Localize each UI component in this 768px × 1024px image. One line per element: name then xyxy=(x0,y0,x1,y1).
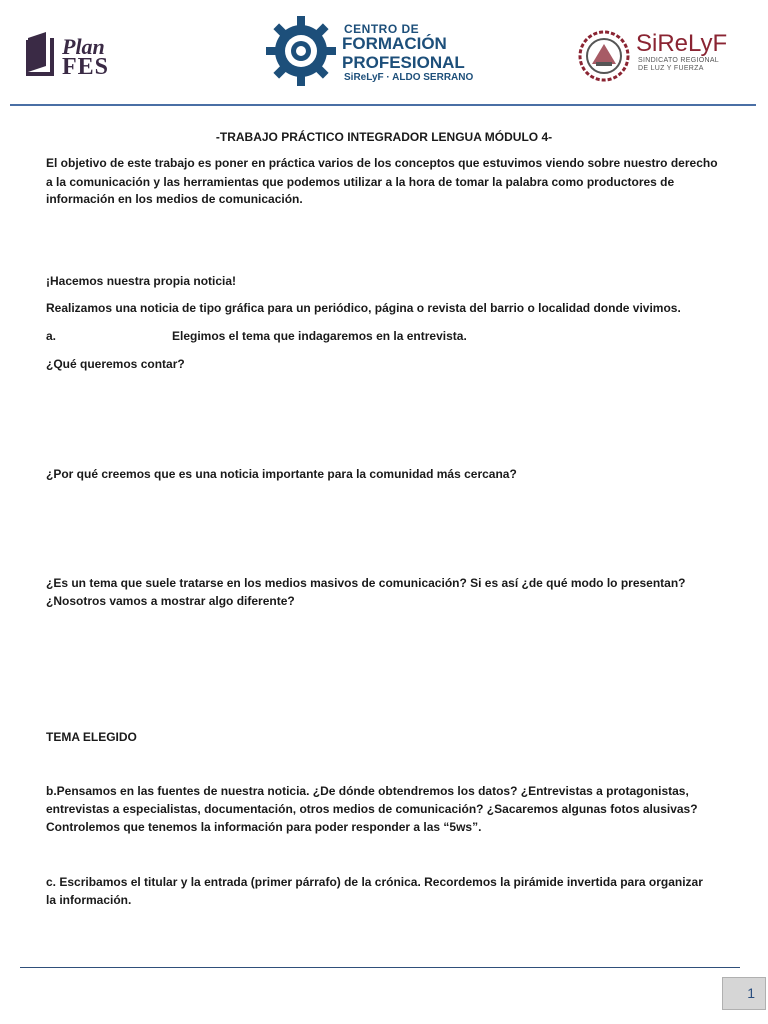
item-c-line-1: c. Escribamos el titular y la entrada (primer párrafo) de la crónica. Recordemos la pirámide invertida para organizar xyxy=(46,875,703,889)
plan-word: Plan xyxy=(62,34,105,59)
page-number-box xyxy=(722,977,766,1010)
union-seal-icon xyxy=(578,30,630,82)
sirelyf-name: SiReLyF xyxy=(636,30,728,57)
cfp-line-3: PROFESIONAL xyxy=(342,53,465,72)
question-3-line-2: ¿Nosotros vamos a mostrar algo diferente? xyxy=(46,594,295,608)
item-a-text: Elegimos el tema que indagaremos en la entrevista. xyxy=(172,329,467,343)
gear-icon xyxy=(264,14,338,88)
footer-divider xyxy=(20,967,740,968)
intro-line-1: El objetivo de este trabajo es poner en práctica varios de los conceptos que estuvimos viendo sobre nuestro derecho xyxy=(46,156,718,170)
question-1: ¿Qué queremos contar? xyxy=(46,357,185,371)
question-3-line-1: ¿Es un tema que suele tratarse en los medios masivos de comunicación? Si es así ¿de qué modo lo presentan? xyxy=(46,576,686,590)
intro-line-3: información en los medios de comunicación. xyxy=(46,192,303,206)
instruction-text: Realizamos una noticia de tipo gráfica para un periódico, página o revista del barrio o localidad donde vivimos. xyxy=(46,301,681,315)
cfp-line-2: FORMACIÓN xyxy=(342,34,447,53)
sirelyf-logo xyxy=(578,30,748,82)
fes-word: FES xyxy=(62,54,110,80)
intro-line-2: a la comunicación y las herramientas que podemos utilizar a la hora de tomar la palabra como productores de xyxy=(46,175,675,189)
cfp-line-1: CENTRO DE xyxy=(344,22,420,36)
header-divider xyxy=(10,104,756,106)
section-heading: ¡Hacemos nuestra propia noticia! xyxy=(46,274,237,288)
book-icon xyxy=(22,30,58,76)
page-number: 1 xyxy=(747,985,755,1001)
item-b-line-1: b.Pensamos en las fuentes de nuestra noticia. ¿De dónde obtendremos los datos? ¿Entrevistas a protagonistas, xyxy=(46,784,689,798)
cfp-line-4: SiReLyF · ALDO SERRANO xyxy=(344,72,474,83)
cfp-logo xyxy=(264,14,504,88)
plan-fes-logo xyxy=(22,28,132,80)
item-b-line-2: entrevistas a especialistas, documentación, otros medios de comunicación? ¿Sacaremos algunas fotos alusivas? xyxy=(46,802,698,816)
item-c-line-2: la información. xyxy=(46,893,132,907)
question-2: ¿Por qué creemos que es una noticia importante para la comunidad más cercana? xyxy=(46,467,517,481)
document-title: -TRABAJO PRÁCTICO INTEGRADOR LENGUA MÓDULO 4- xyxy=(215,130,553,144)
sirelyf-subtitle-2: DE LUZ Y FUERZA xyxy=(638,65,704,72)
tema-elegido-label: TEMA ELEGIDO xyxy=(46,730,137,744)
page-header xyxy=(0,0,768,104)
item-b-line-3: Controlemos que tenemos la información para poder responder a las “5ws”. xyxy=(46,820,482,834)
sirelyf-subtitle-1: SINDICATO REGIONAL xyxy=(638,57,719,64)
item-a-letter: a. xyxy=(46,329,57,343)
